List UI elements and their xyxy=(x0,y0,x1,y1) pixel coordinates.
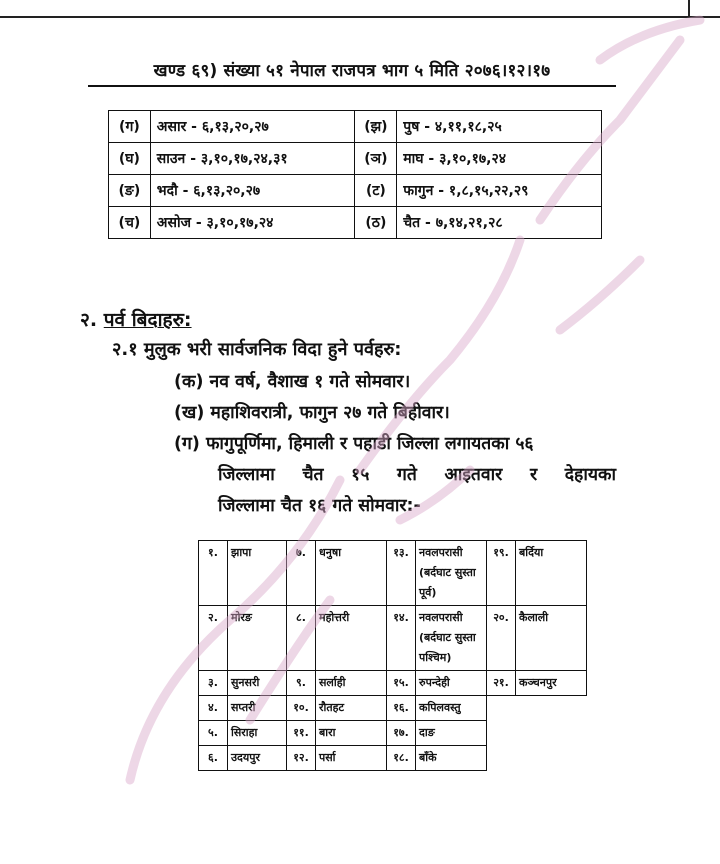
district-name: उदयपुर xyxy=(228,746,287,771)
month-key: (घ) xyxy=(109,143,151,175)
district-number: ११. xyxy=(287,721,316,746)
month-value: भदौ - ६,१३,२०,२७ xyxy=(150,175,355,207)
section-title-text: पर्व बिदाहरु: xyxy=(103,309,192,331)
table-row xyxy=(199,746,587,771)
district-name: बाँके xyxy=(416,746,487,771)
district-name: बारा xyxy=(316,721,387,746)
holiday-item-ga-line2: जिल्लामा चैत १५ गते आइतवार र देहायका xyxy=(218,465,616,485)
table-row xyxy=(109,143,602,175)
district-number: १३. xyxy=(387,541,416,606)
month-value: चैत - ७,१४,२१,२८ xyxy=(397,207,602,239)
district-number: १४. xyxy=(387,606,416,671)
section-number: २. xyxy=(80,309,98,331)
month-key: (ञ) xyxy=(355,143,397,175)
district-name: कैलाली xyxy=(516,606,587,671)
top-border xyxy=(0,0,720,18)
district-name: रुपन्देही xyxy=(416,671,487,696)
district-number: ८. xyxy=(287,606,316,671)
district-number: ३. xyxy=(199,671,228,696)
district-name: सर्लाही xyxy=(316,671,387,696)
month-value: असोज - ३,१०,१७,२४ xyxy=(150,207,355,239)
header-rule xyxy=(88,85,616,87)
holiday-item-ga: (ग) फागुपूर्णिमा, हिमाली र पहाडी जिल्ला लगायतका ५६ xyxy=(174,434,534,454)
month-key: (च) xyxy=(109,207,151,239)
holiday-item-ga-line3: जिल्लामा चैत १६ गते सोमवार:- xyxy=(218,496,421,516)
district-number: ९. xyxy=(287,671,316,696)
district-name: सप्तरी xyxy=(228,696,287,721)
table-row xyxy=(109,111,602,143)
empty-cell xyxy=(487,721,587,746)
district-number: १०. xyxy=(287,696,316,721)
month-value: पुष - ४,११,१८,२५ xyxy=(397,111,602,143)
empty-cell xyxy=(487,696,587,721)
district-number: १९. xyxy=(487,541,516,606)
district-table xyxy=(198,540,587,771)
district-number: ५. xyxy=(199,721,228,746)
district-name: दाङ xyxy=(416,721,487,746)
table-row xyxy=(109,207,602,239)
table-row xyxy=(199,541,587,606)
table-row xyxy=(199,671,587,696)
month-value: माघ - ३,१०,१७,२४ xyxy=(397,143,602,175)
month-value: असार - ६,१३,२०,२७ xyxy=(150,111,355,143)
district-number: १५. xyxy=(387,671,416,696)
table-row xyxy=(199,696,587,721)
table-row xyxy=(109,175,602,207)
month-key: (झ) xyxy=(355,111,397,143)
district-name: झापा xyxy=(228,541,287,606)
district-number: २०. xyxy=(487,606,516,671)
district-number: १. xyxy=(199,541,228,606)
district-name: धनुषा xyxy=(316,541,387,606)
section-title xyxy=(80,306,192,332)
table-row xyxy=(199,721,587,746)
month-key: (ङ) xyxy=(109,175,151,207)
gazette-header: खण्ड ६९) संख्या ५१ नेपाल राजपत्र भाग ५ मिति २०७६।१२।१७ xyxy=(153,61,551,81)
district-name: मोरङ xyxy=(228,606,287,671)
district-name: बर्दिया xyxy=(516,541,587,606)
district-name: महोत्तरी xyxy=(316,606,387,671)
district-name: नवलपरासी (बर्दघाट सुस्ता पश्चिम) xyxy=(416,606,487,671)
district-number: १२. xyxy=(287,746,316,771)
holiday-item-ka: (क) नव वर्ष, वैशाख १ गते सोमवार। xyxy=(174,372,411,392)
district-name: नवलपरासी (बर्दघाट सुस्ता पूर्व) xyxy=(416,541,487,606)
empty-cell xyxy=(487,746,587,771)
table-row xyxy=(199,606,587,671)
district-number: १६. xyxy=(387,696,416,721)
district-number: १८. xyxy=(387,746,416,771)
holiday-item-kha: (ख) महाशिवरात्री, फागुन २७ गते बिहीवार। xyxy=(174,403,450,423)
district-name: कञ्चनपुर xyxy=(516,671,587,696)
district-name: कपिलवस्तु xyxy=(416,696,487,721)
district-number: ४. xyxy=(199,696,228,721)
month-key: (ठ) xyxy=(355,207,397,239)
district-name: सुनसरी xyxy=(228,671,287,696)
district-name: पर्सा xyxy=(316,746,387,771)
month-value: साउन - ३,१०,१७,२४,३१ xyxy=(150,143,355,175)
district-number: ६. xyxy=(199,746,228,771)
district-number: १७. xyxy=(387,721,416,746)
month-key: (ग) xyxy=(109,111,151,143)
month-value: फागुन - १,८,१५,२२,२९ xyxy=(397,175,602,207)
district-number: २१. xyxy=(487,671,516,696)
sub-heading: २.१ मुलुक भरी सार्वजनिक विदा हुने पर्वहरु: xyxy=(112,339,402,360)
district-name: रौतहट xyxy=(316,696,387,721)
month-holiday-table xyxy=(108,110,602,239)
month-key: (ट) xyxy=(355,175,397,207)
district-name: सिराहा xyxy=(228,721,287,746)
district-number: २. xyxy=(199,606,228,671)
top-right-corner xyxy=(688,0,720,18)
district-number: ७. xyxy=(287,541,316,606)
